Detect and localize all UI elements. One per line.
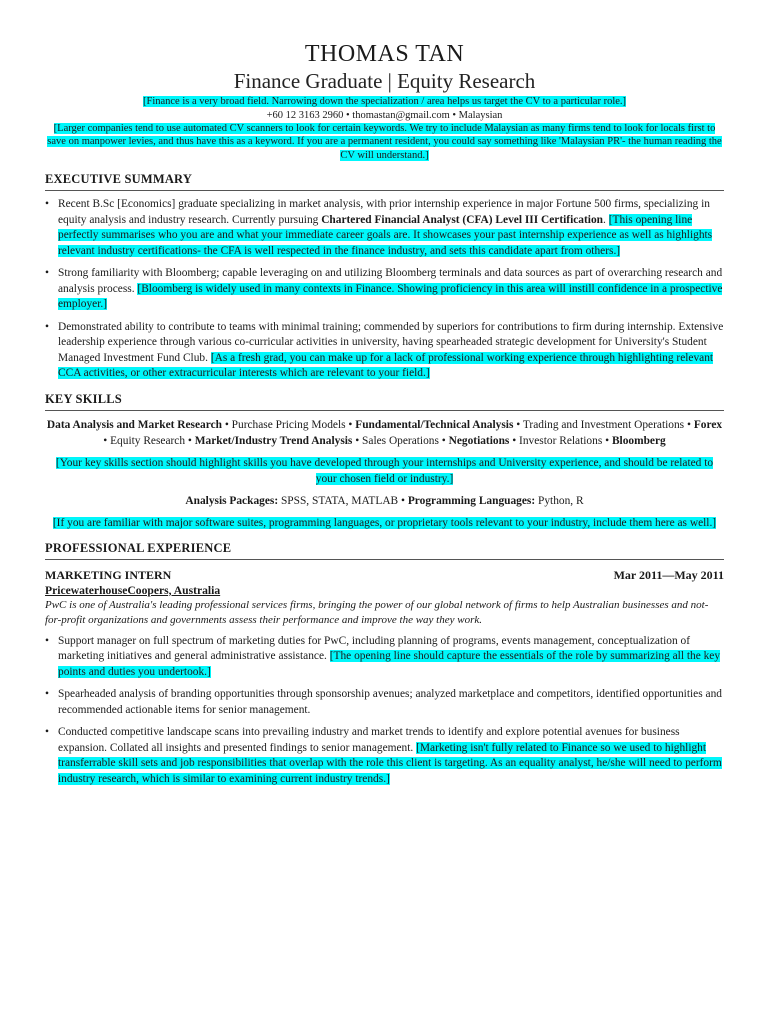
job-header bbox=[45, 568, 724, 583]
note-experience-3: [Marketing isn't fully related to Finance so we used to highlight transferrable skill sets and job responsibilities that overlap with the role this client is targeting. As an equality analyst, he/she will need to perform industry research, which is similar to examining current industry trends.] bbox=[58, 741, 722, 785]
note-summary-1: [This opening line perfectly summarises who you are and what your immediate career goals are. It showcases your past internship experience as well as highlights relevant industry certifications- the CFA is well respected in the finance industry, and sets this candidate apart from others.] bbox=[58, 213, 713, 257]
note-keywords: [Larger companies tend to use automated CV scanners to look for certain keywords. We try to include Malaysian as many firms tend to look for locals first to save on manpower levies, and thus have this as a keyword. If you are a permanent resident, you could say something like 'Malaysian PR'- the human reading the CV will understand.] bbox=[47, 122, 722, 161]
note-skills: [Your key skills section should highlight skills you have developed through your internships and University experience, and should be related to your chosen field or industry.] bbox=[55, 456, 714, 485]
summary-bullet-3: • Demonstrated ability to contribute to teams with minimal training; commended by superiors for contributions to firm during internship. Extensive leadership experience through various co-curricular activities in university, having spearheaded strategic development for University's Student Managed Investment Fund Club. [As a fresh grad, you can make up for a lack of professional working experience through highlighting relevant CCA activities, or other extracurricular interests which are relevant to your field.] bbox=[45, 320, 724, 382]
note-summary-3: [As a fresh grad, you can make up for a lack of professional working experience through highlighting relevant CCA activities, or other extracurricular interests which are relevant to your field.] bbox=[58, 351, 714, 379]
note-summary-2: [Bloomberg is widely used in many contexts in Finance. Showing proficiency in this area will instill confidence in a prospective employer.] bbox=[58, 282, 723, 310]
section-title-experience: PROFESSIONAL EXPERIENCE bbox=[45, 541, 724, 560]
candidate-subtitle: Finance Graduate | Equity Research bbox=[233, 69, 536, 93]
cfa-certification: Chartered Financial Analyst (CFA) Level III Certification bbox=[321, 213, 603, 226]
summary-bullet-2: • Strong familiarity with Bloomberg; capable leveraging on and utilizing Bloomberg terminals and data sources as part of overarching research and analysis process. [Bloomberg is widely used in many contexts in Finance. Showing proficiency in this area will instill confidence in a prospective employer.] bbox=[45, 266, 724, 313]
contact-line: +60 12 3163 2960 • thomastan@gmail.com • Malaysian bbox=[266, 109, 503, 121]
section-title-skills: KEY SKILLS bbox=[45, 392, 724, 411]
job-title: MARKETING INTERN bbox=[45, 567, 172, 582]
note-specialization: [Finance is a very broad field. Narrowing down the specialization / area helps us target the CV to a particular role.] bbox=[142, 96, 627, 107]
key-skills-section bbox=[45, 392, 724, 531]
job-dates: Mar 2011—May 2011 bbox=[613, 567, 724, 582]
candidate-name: THOMAS TAN bbox=[304, 41, 465, 67]
note-software: [If you are familiar with major software suites, programming languages, or proprietary tools relevant to your industry, include them here as well.] bbox=[52, 516, 717, 529]
note-experience-1: [The opening line should capture the essentials of the role by summarizing all the key points and duties you undertook.] bbox=[58, 650, 721, 678]
experience-bullet-1: • Support manager on full spectrum of marketing duties for PwC, including planning of programs, events management, conceptualization of marketing initiatives and general administrative assistance. [The opening line should capture the essentials of the role by summarizing all the key points and duties you undertook.] bbox=[45, 634, 724, 681]
summary-bullet-1: • Recent B.Sc [Economics] graduate specializing in market analysis, with prior internship experience in major Fortune 500 firms, specializing in equity analysis and industry research. Currently pursuing Chartered Financial Analyst (CFA) Level III Certification. [This opening line perfectly summarises who you are and what your immediate career goals are. It showcases your past internship experience as well as highlights relevant industry certifications- the CFA is well respected in the finance industry, and sets this candidate apart from others.] bbox=[45, 197, 724, 259]
software-line: Analysis Packages: SPSS, STATA, MATLAB • Programming Languages: Python, R bbox=[185, 494, 584, 507]
company-description: PwC is one of Australia's leading professional services firms, bringing the power of our global network of firms to help Australian businesses and not-for-profit organizations and governments assess their performance and improve the way they work. bbox=[45, 598, 709, 626]
company-name: PricewaterhouseCoopers, Australia bbox=[45, 583, 221, 597]
section-title-summary: EXECUTIVE SUMMARY bbox=[45, 172, 724, 191]
professional-experience-section bbox=[45, 541, 724, 788]
executive-summary-section bbox=[45, 172, 724, 382]
skills-list: Data Analysis and Market Research • Purchase Pricing Models • Fundamental/Technical Analysis • Trading and Investment Operations • Forex • Equity Research • Market/Industry Trend Analysis • Sales Operations • Negotiations • Investor Relations • Bloomberg bbox=[46, 418, 723, 447]
experience-bullet-2: • Spearheaded analysis of branding opportunities through sponsorship avenues; analyzed marketplace and competitors, identified opportunities and recommended actionable items for senior management. bbox=[45, 687, 724, 718]
experience-bullet-3: • Conducted competitive landscape scans into prevailing industry and market trends to identify and explore potential avenues for business expansion. Collated all insights and presented findings to senior management. [Marketing isn't fully related to Finance so we used to highlight transferrable skill sets and job responsibilities that overlap with the role this client is targeting. As an equality analyst, he/she will need to perform industry research, which is similar to examining current industry trends.] bbox=[45, 725, 724, 787]
